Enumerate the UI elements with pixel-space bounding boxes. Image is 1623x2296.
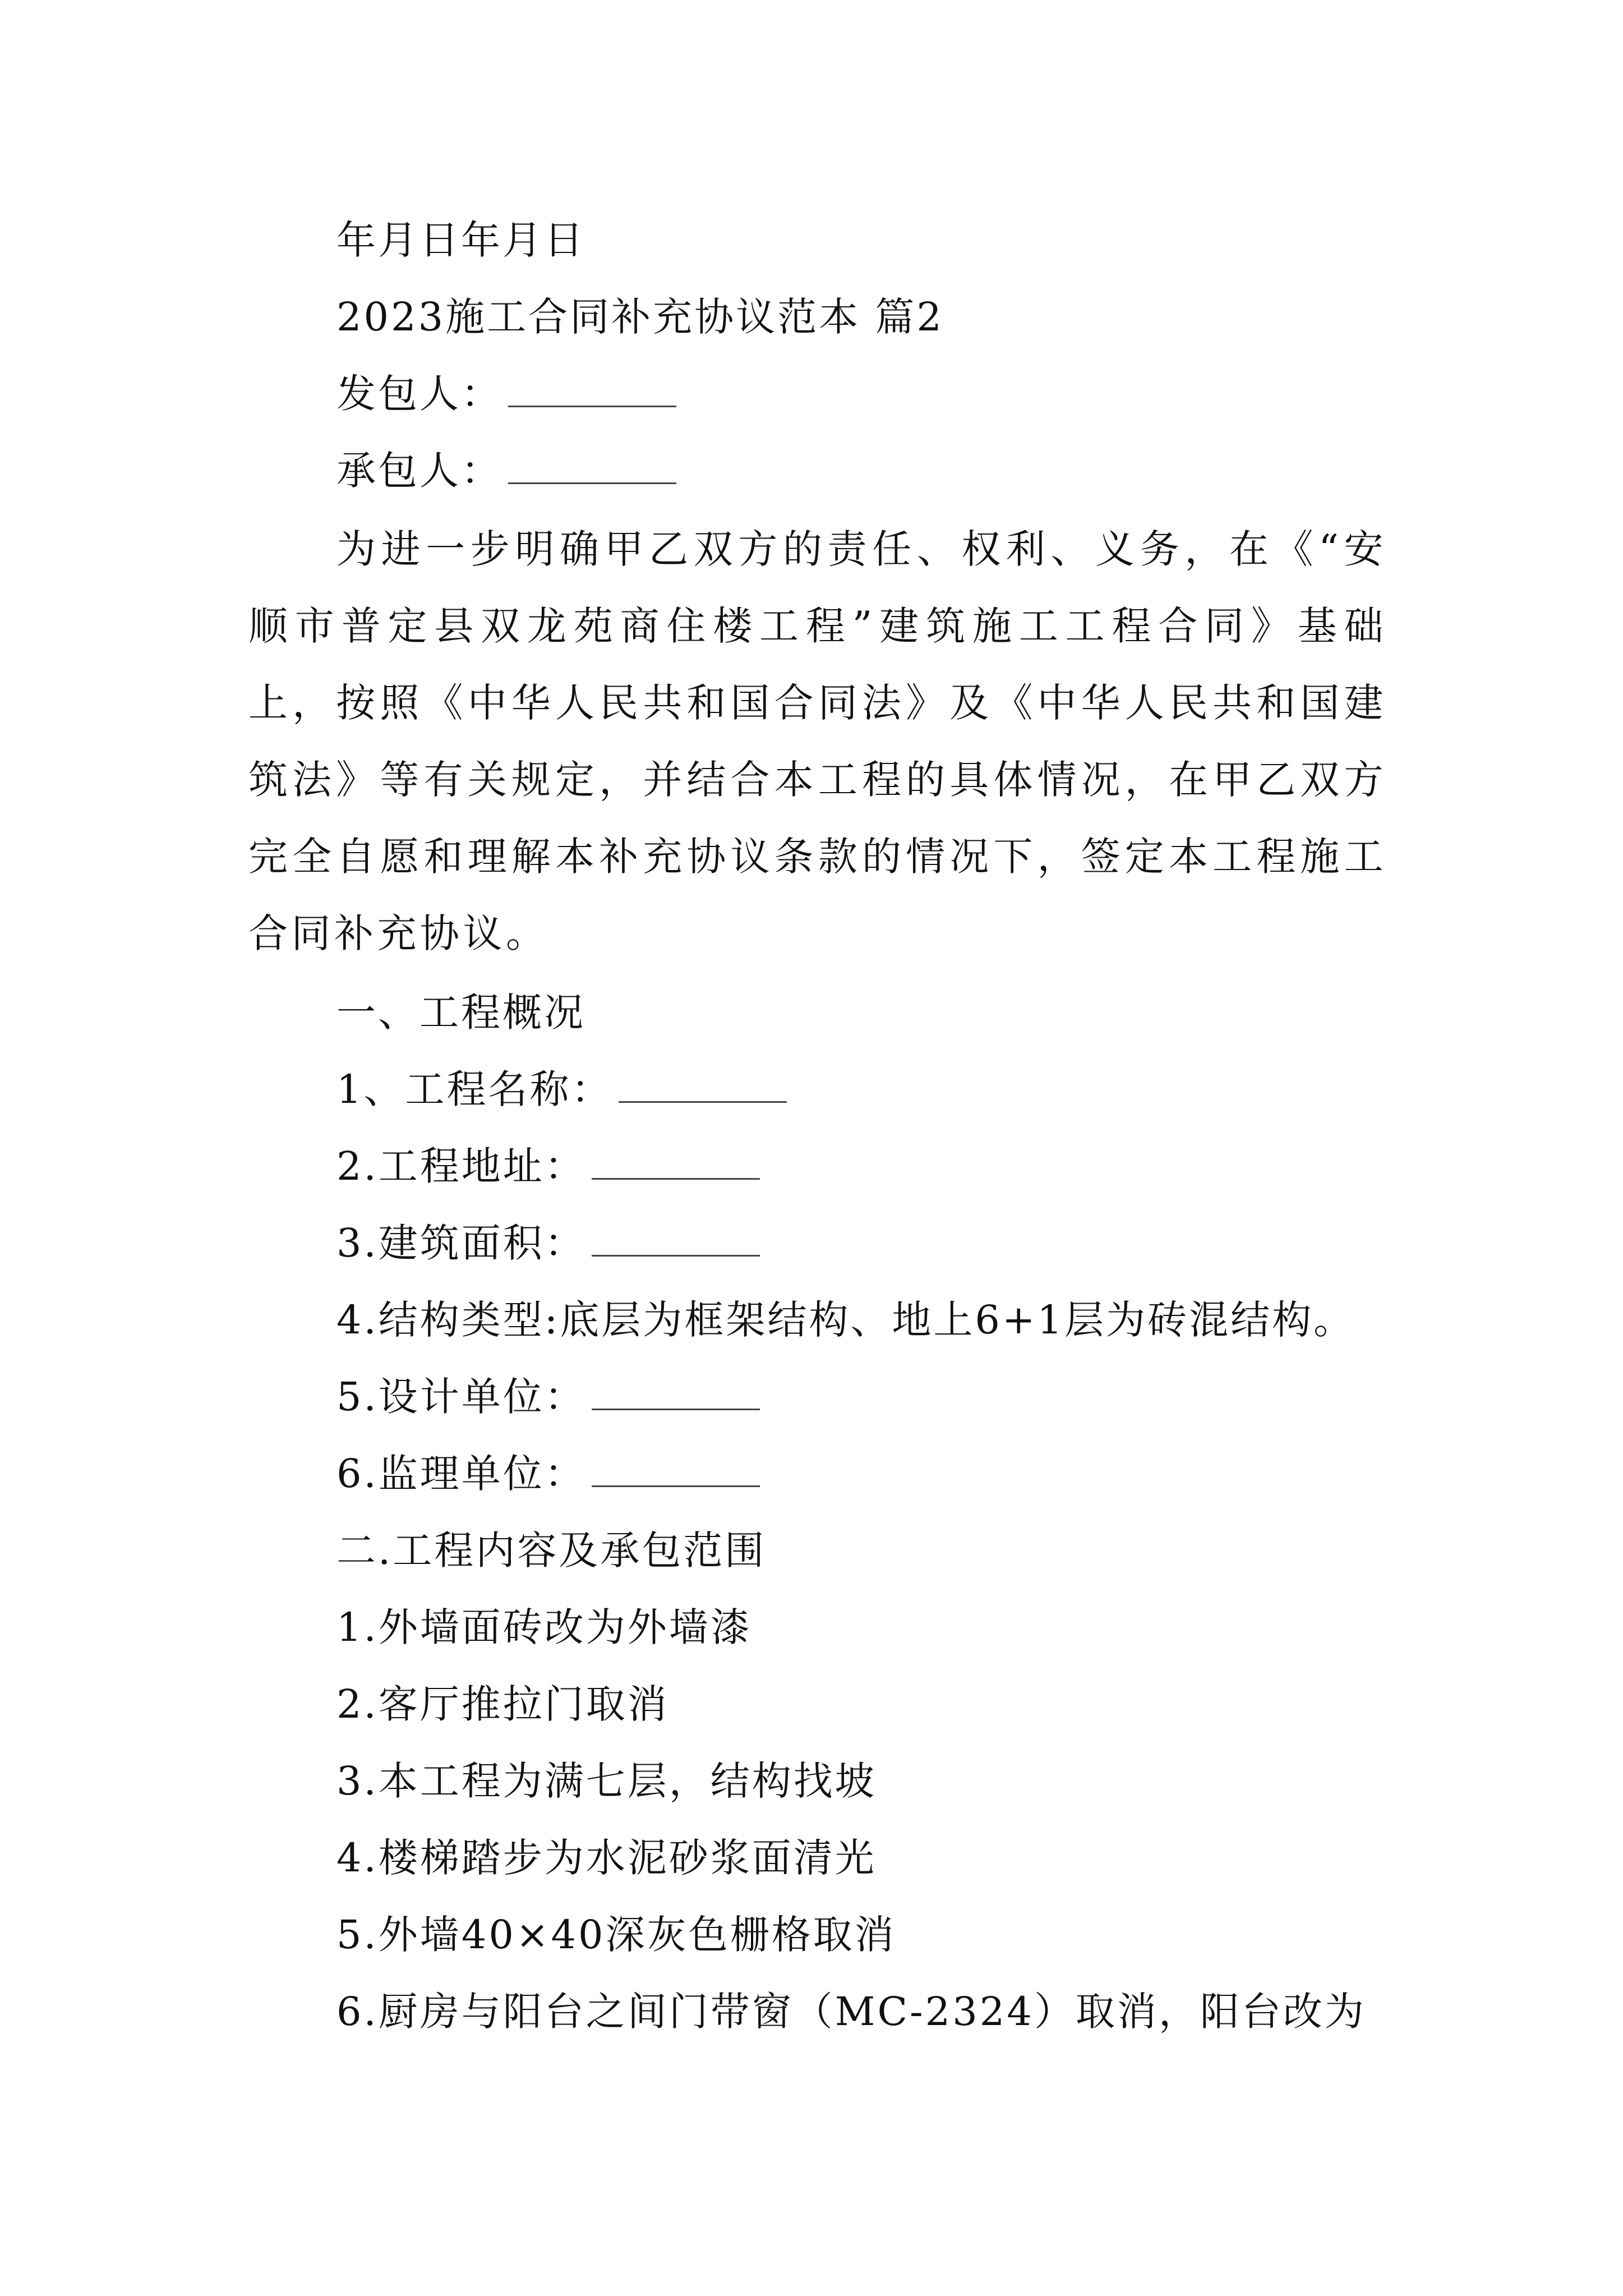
- section1-item: [336, 1064, 787, 1115]
- contractor-label: 承包人：: [336, 448, 502, 494]
- item-blank: [592, 1144, 760, 1180]
- intro-paragraph: 为进一步明确甲乙双方的责任、权利、义务，在《“安顺市普定县双龙苑商住楼工程”建筑施工工程合同》基础上，按照《中华人民共和国合同法》及《中华人民共和国建筑法》等有关规定，并结合本工程的具体情况，在甲乙双方完全自愿和理解本补充协议条款的情况下，签定本工程施工合同补充协议。: [248, 526, 1387, 956]
- section2-item: 2.客厅推拉门取消: [336, 1681, 669, 1727]
- item-label: 3.建筑面积：: [336, 1220, 586, 1266]
- section1-item: [336, 1218, 760, 1268]
- section1-item: [336, 1141, 760, 1191]
- contractor-blank: [508, 449, 676, 484]
- section2-item: 6.厨房与阳台之间门带窗（MC-2324）取消，阳台改为: [336, 1989, 1366, 2035]
- section1-heading: 一、工程概况: [336, 990, 585, 1036]
- item-blank: [619, 1068, 787, 1103]
- section2-heading: 二.工程内容及承包范围: [336, 1527, 767, 1573]
- item-label: 1、工程名称：: [336, 1066, 613, 1112]
- document-title: 2023施工合同补充协议范本 篇2: [336, 294, 944, 340]
- item-blank: [592, 1221, 760, 1257]
- section1-item: [336, 1372, 760, 1422]
- employer-label: 发包人：: [336, 371, 502, 417]
- section1-item: 4.结构类型:底层为框架结构、地上6+1层为砖混结构。: [336, 1297, 1355, 1343]
- contractor-line: [336, 445, 676, 496]
- section2-item: 4.楼梯踏步为水泥砂浆面清光: [336, 1835, 877, 1881]
- section2-item: 5.外墙40×40深灰色栅格取消: [336, 1912, 896, 1958]
- item-blank: [592, 1375, 760, 1410]
- item-label: 5.设计单位：: [336, 1374, 586, 1420]
- employer-line: [336, 369, 676, 419]
- item-label: 2.工程地址：: [336, 1143, 586, 1189]
- item-label: 6.监理单位：: [336, 1451, 586, 1497]
- date-line: 年月日年月日: [336, 217, 585, 263]
- employer-blank: [508, 372, 676, 407]
- section1-item: [336, 1448, 760, 1499]
- section2-item: 1.外墙面砖改为外墙漆: [336, 1604, 752, 1650]
- section2-item: 3.本工程为满七层，结构找坡: [336, 1758, 877, 1804]
- item-blank: [592, 1452, 760, 1487]
